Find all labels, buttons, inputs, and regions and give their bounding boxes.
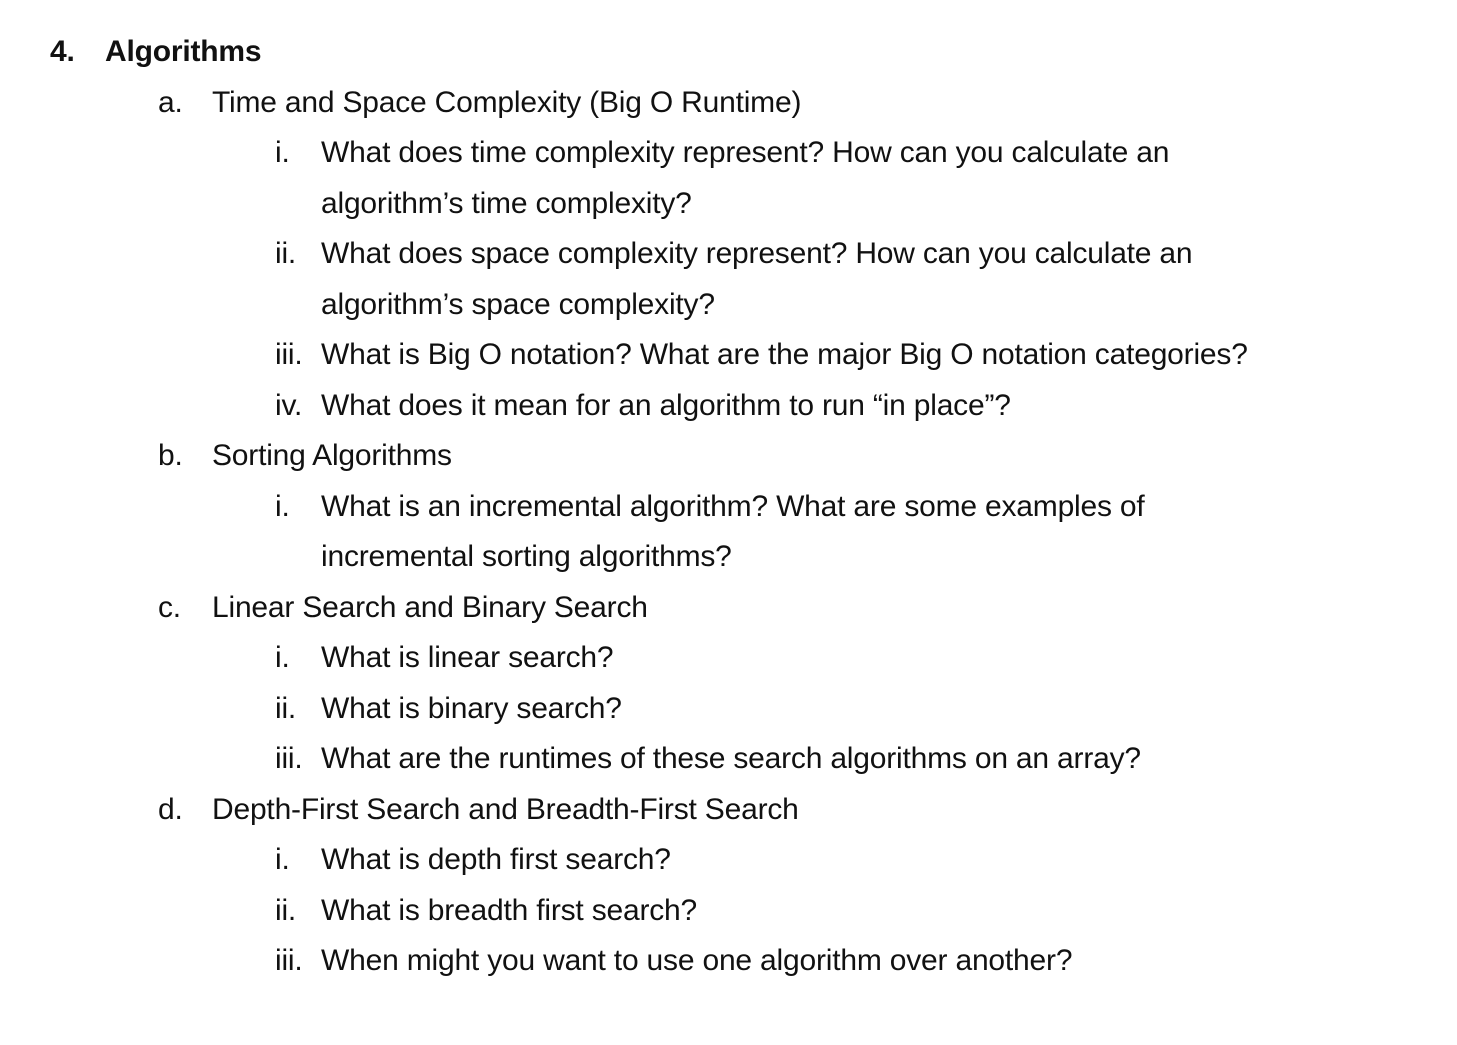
item-text: What does space complexity represent? How can you calculate an bbox=[321, 237, 1193, 270]
item-text: What is binary search? bbox=[321, 692, 622, 725]
item-text-continued: algorithm’s space complexity? bbox=[321, 288, 715, 321]
subsection-marker: d. bbox=[158, 793, 183, 826]
item-text: What does it mean for an algorithm to run “in place”? bbox=[321, 389, 1011, 422]
item-marker: i. bbox=[275, 490, 290, 523]
subsection-marker: b. bbox=[158, 439, 183, 472]
item-marker: iii. bbox=[275, 944, 303, 977]
item-text: What is breadth first search? bbox=[321, 894, 698, 927]
item-text: What is an incremental algorithm? What are some examples of bbox=[321, 490, 1145, 523]
item-text-continued: algorithm’s time complexity? bbox=[321, 187, 692, 220]
item-text-continued: incremental sorting algorithms? bbox=[321, 540, 732, 573]
subsection-title: Sorting Algorithms bbox=[212, 439, 452, 472]
item-marker: ii. bbox=[275, 894, 297, 927]
subsection-title: Depth-First Search and Breadth-First Search bbox=[212, 793, 799, 826]
item-text: What is depth first search? bbox=[321, 843, 671, 876]
subsection-marker: c. bbox=[158, 591, 181, 624]
item-marker: ii. bbox=[275, 692, 297, 725]
section-number: 4. bbox=[50, 35, 75, 68]
item-marker: i. bbox=[275, 641, 290, 674]
item-text: When might you want to use one algorithm over another? bbox=[321, 944, 1073, 977]
item-marker: iv. bbox=[275, 389, 303, 422]
item-text: What are the runtimes of these search algorithms on an array? bbox=[321, 742, 1141, 775]
item-marker: iii. bbox=[275, 338, 303, 371]
section-title: Algorithms bbox=[105, 35, 262, 68]
item-marker: i. bbox=[275, 843, 290, 876]
item-text: What is Big O notation? What are the major Big O notation categories? bbox=[321, 338, 1248, 371]
item-marker: ii. bbox=[275, 237, 297, 270]
item-marker: iii. bbox=[275, 742, 303, 775]
subsection-title: Time and Space Complexity (Big O Runtime) bbox=[212, 86, 802, 119]
subsection-title: Linear Search and Binary Search bbox=[212, 591, 648, 624]
item-text: What does time complexity represent? How can you calculate an bbox=[321, 136, 1170, 169]
item-marker: i. bbox=[275, 136, 290, 169]
item-text: What is linear search? bbox=[321, 641, 614, 674]
subsection-marker: a. bbox=[158, 86, 183, 119]
